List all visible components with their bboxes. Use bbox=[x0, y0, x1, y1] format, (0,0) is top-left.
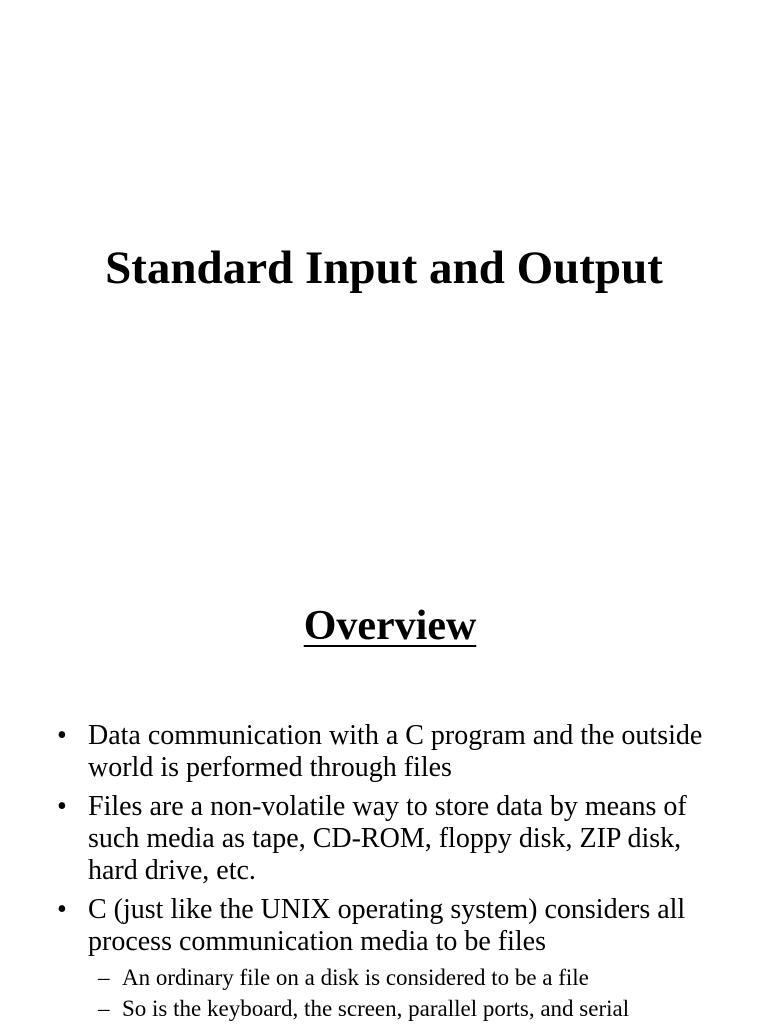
overview-heading: Overview bbox=[303, 603, 477, 649]
slide-title: Standard Input and Output bbox=[105, 242, 663, 294]
bullet-text: Files are a non-volatile way to store data by means of such media as tape, CD-ROM, floppy disk, ZIP disk, hard drive, etc. bbox=[88, 791, 687, 886]
bullet-marker: • bbox=[57, 791, 67, 822]
bullet-item bbox=[0, 720, 768, 784]
sub-bullet-marker: – bbox=[98, 965, 110, 990]
bullet-text: Data communication with a C program and the outside world is performed through files bbox=[88, 720, 703, 783]
sub-bullet-item bbox=[98, 993, 728, 1024]
bullet-marker: • bbox=[57, 894, 67, 925]
sub-bullet-text: An ordinary file on a disk is considered to be a file bbox=[122, 965, 589, 990]
bullet-item bbox=[0, 894, 768, 1024]
bullet-list bbox=[0, 720, 768, 1031]
sub-bullet-list bbox=[88, 962, 728, 1024]
bullet-item bbox=[0, 791, 768, 887]
sub-bullet-marker: – bbox=[98, 996, 110, 1021]
sub-bullet-item bbox=[98, 962, 728, 993]
bullet-text: C (just like the UNIX operating system) considers all process communication media to be files bbox=[88, 894, 686, 957]
sub-bullet-text: So is the keyboard, the screen, parallel ports, and serial bbox=[122, 996, 630, 1021]
bullet-marker: • bbox=[57, 720, 67, 751]
